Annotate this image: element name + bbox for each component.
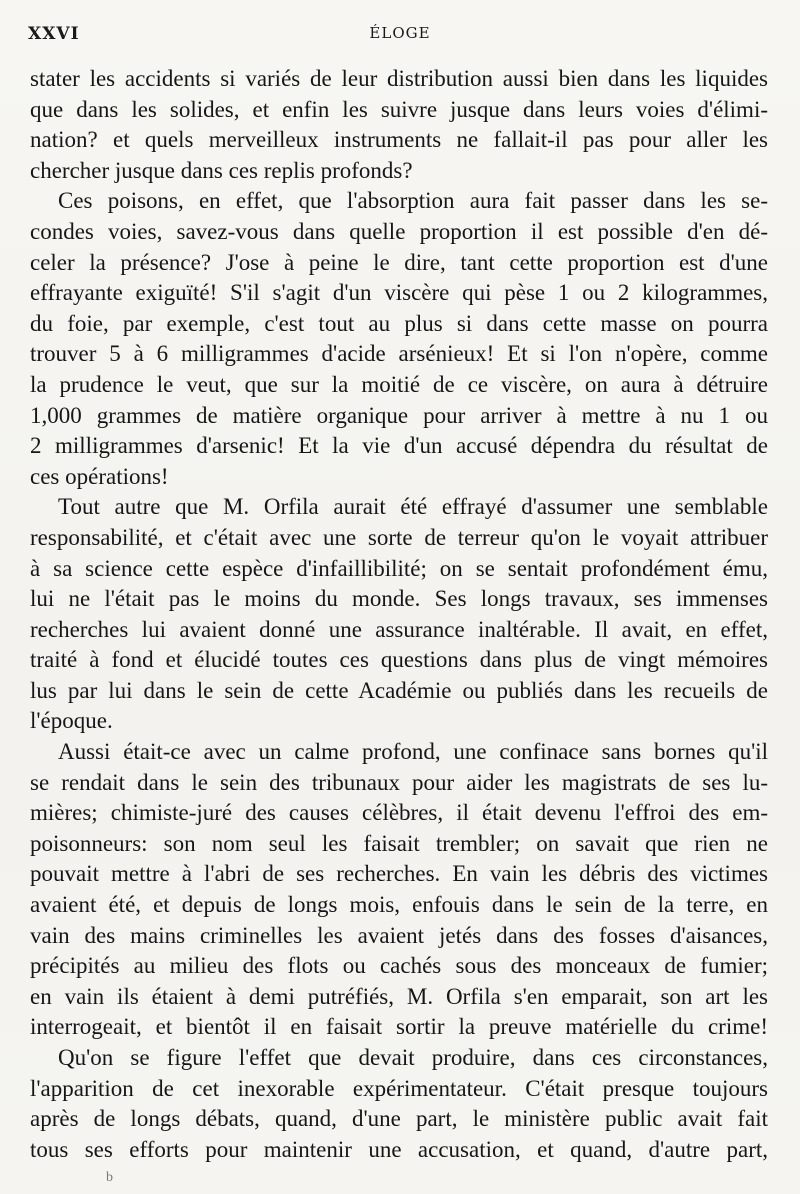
text-line: vain des mains criminelles les avaient jetés dans des fosses d'aisances, — [30, 922, 768, 948]
text-line: mières; chimiste-juré des causes célèbres, il était devenu l'effroi des em- — [30, 800, 768, 826]
text-line: du foie, par exemple, c'est tout au plus si dans cette masse on pourra — [30, 310, 768, 336]
text-line: celer la présence? J'ose à peine le dire, tant cette proportion est d'une — [30, 249, 768, 275]
page-number: XXVI — [28, 24, 80, 44]
text-line: Tout autre que M. Orfila aurait été effrayé d'assumer une semblable — [58, 494, 768, 520]
body-text — [30, 64, 768, 1165]
text-line: à sa science cette espèce d'infaillibilité; on se sentait profondément ému, — [30, 555, 768, 581]
text-line: l'apparition de cet inexorable expérimentateur. C'était presque toujours — [30, 1075, 768, 1101]
text-line: avaient été, et depuis de longs mois, enfouis dans le sein de la terre, en — [30, 892, 768, 918]
text-line: ces opérations! — [30, 463, 169, 489]
text-line: interrogeait, et bientôt il en faisait sortir la preuve matérielle du crime! — [30, 1014, 768, 1040]
text-line: recherches lui avaient donné une assurance inaltérable. Il avait, en effet, — [30, 616, 768, 642]
text-line: lui ne l'était pas le moins du monde. Ses longs travaux, ses immenses — [30, 586, 768, 612]
text-line: condes voies, savez-vous dans quelle proportion il est possible d'en dé- — [30, 218, 768, 244]
text-line: pouvait mettre à l'abri de ses recherches. En vain les débris des victimes — [30, 861, 768, 887]
page-header — [28, 24, 772, 52]
text-line: la prudence le veut, que sur la moitié de ce viscère, on aura à détruire — [30, 371, 768, 397]
text-line: Ces poisons, en effet, que l'absorption aura fait passer dans les se- — [58, 188, 768, 214]
text-line: se rendait dans le sein des tribunaux pour aider les magistrats de ses lu- — [30, 769, 768, 795]
text-line: en vain ils étaient à demi putréfiés, M. Orfila s'en emparait, son art les — [30, 983, 768, 1009]
text-line: tous ses efforts pour maintenir une accusation, et quand, d'autre part, — [30, 1136, 768, 1162]
text-line: poisonneurs: son nom seul les faisait trembler; on savait que rien ne — [30, 830, 768, 856]
text-line: 1,000 grammes de matière organique pour arriver à mettre à nu 1 ou — [30, 402, 768, 428]
text-line: nation? et quels merveilleux instruments ne fallait-il pas pour aller les — [30, 127, 768, 153]
signature-mark: b — [106, 1170, 113, 1185]
text-line: après de longs débats, quand, d'une part, le ministère public avait fait — [30, 1106, 768, 1132]
text-line: 2 milligrammes d'arsenic! Et la vie d'un accusé dépendra du résultat de — [30, 433, 768, 459]
text-line: que dans les solides, et enfin les suivre jusque dans leurs voies d'élimi- — [30, 96, 768, 122]
text-line: trouver 5 à 6 milligrammes d'acide arsénieux! Et si l'on n'opère, comme — [30, 341, 768, 367]
text-line: stater les accidents si variés de leur distribution aussi bien dans les liquides — [30, 66, 768, 91]
text-line: chercher jusque dans ces replis profonds? — [30, 157, 413, 183]
text-line: traité à fond et élucidé toutes ces questions dans plus de vingt mémoires — [30, 647, 768, 673]
text-line: Qu'on se figure l'effet que devait produire, dans ces circonstances, — [58, 1045, 768, 1070]
text-line: lus par lui dans le sein de cette Académie ou publiés dans les recueils de — [30, 677, 768, 703]
text-line: responsabilité, et c'était avec une sorte de terreur qu'on le voyait attribuer — [30, 524, 768, 550]
text-line: Aussi était-ce avec un calme profond, une confinace sans bornes qu'il — [58, 739, 768, 765]
text-line: l'époque. — [30, 708, 113, 734]
running-title: ÉLOGE — [369, 24, 431, 42]
text-line: effrayante exiguïté! S'il s'agit d'un viscère qui pèse 1 ou 2 kilogrammes, — [30, 280, 768, 306]
text-line: précipités au milieu des flots ou cachés sous des monceaux de fumier; — [30, 953, 768, 979]
